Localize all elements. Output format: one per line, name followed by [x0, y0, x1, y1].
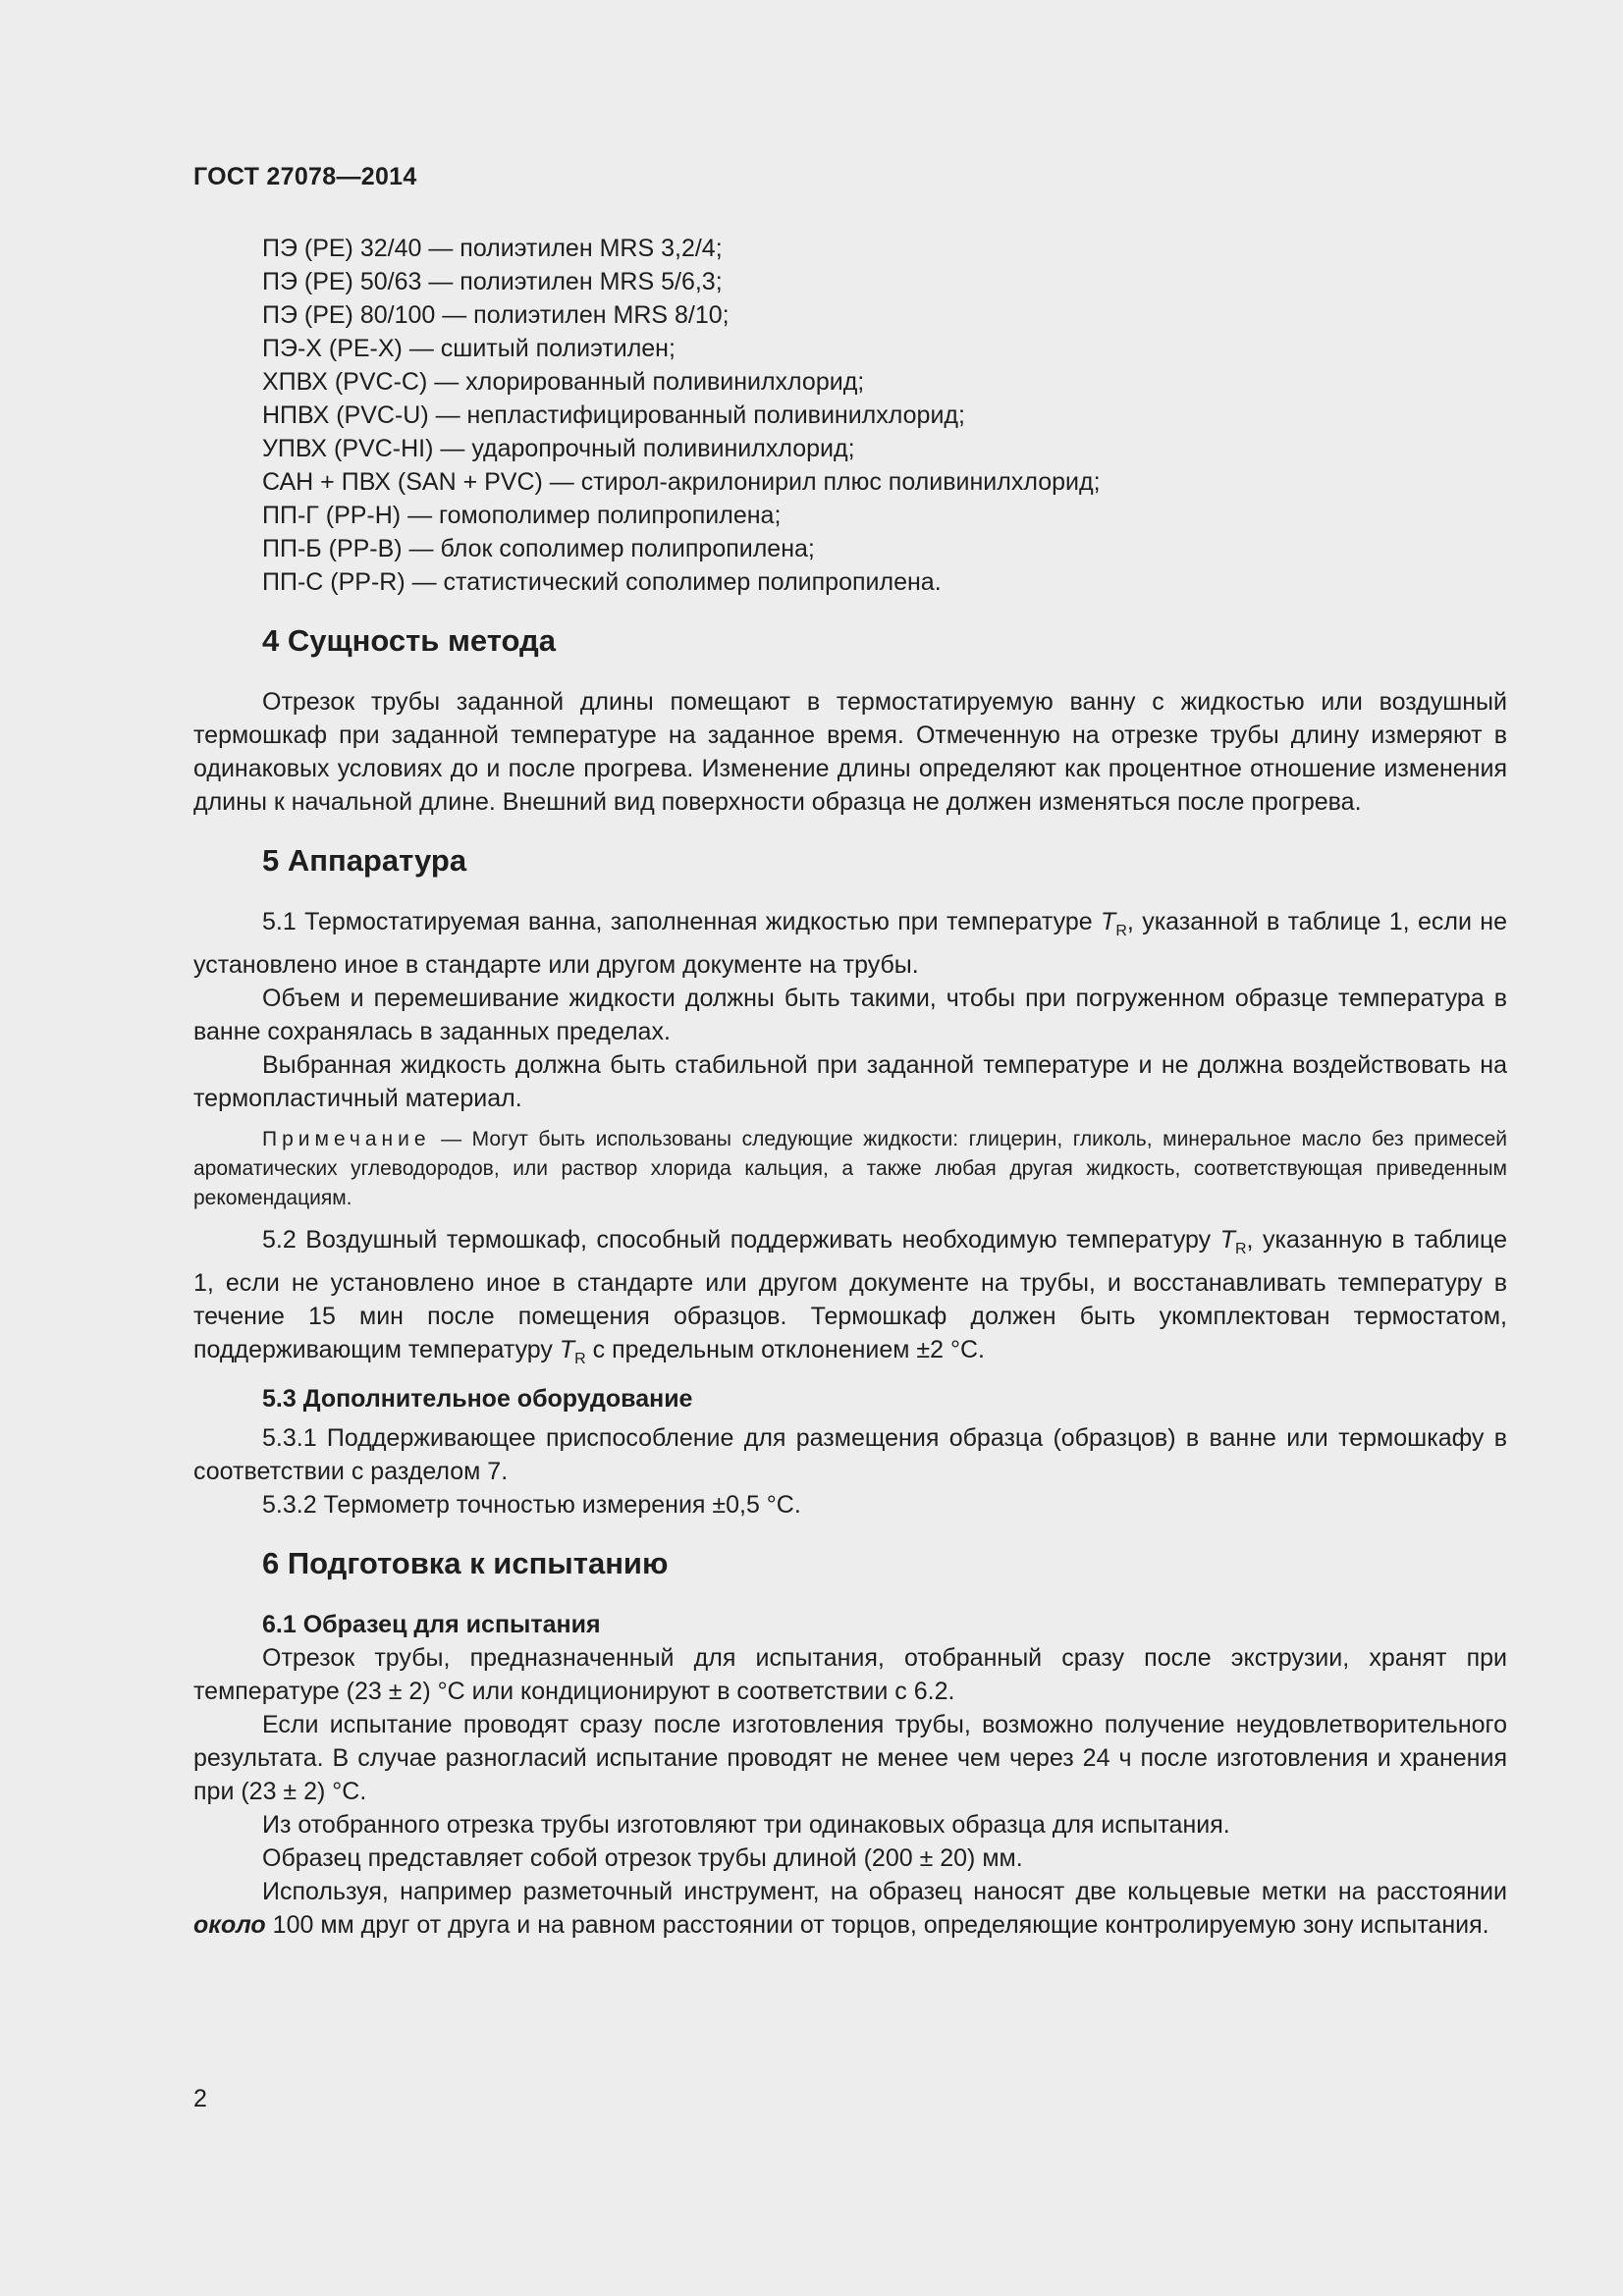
clause-6-1-paragraph-3: Из отобранного отрезка трубы изготовляют три одинаковых образца для испытания.	[262, 1811, 1230, 1839]
abbreviation-item: ПП-Б (PP-B) — блок сополимер полипропилена;	[262, 535, 815, 562]
note-block	[193, 1125, 1507, 1213]
clause-6-1-paragraph-5	[193, 1875, 1507, 1942]
section-4-paragraph: Отрезок трубы заданной длины помещают в термостатируемую ванну с жидкостью или воздушный термошкаф при заданной температуре на заданное время. Отмеченную на отрезке трубы длину измеряют в одинаковых условиях до и после прогрева. Изменение длины определяют как процентное отношение изменения длины к начальной длине. Внешний вид поверхности образца не должен изменяться после прогрева.	[193, 688, 1507, 816]
emphasis-word: около	[193, 1911, 266, 1939]
clause-5-1-text-b: , указанной в таблице 1, если не установлено иное в стандарте или другом документе на трубы.	[193, 908, 1507, 979]
note-label: Примечание	[262, 1128, 431, 1150]
section-5-heading: 5 Аппаратура	[262, 843, 467, 878]
clause-6-1-paragraph-1: Отрезок трубы, предназначенный для испытания, отобранный сразу после экструзии, хранят при температуре (23 ± 2) °С или кондиционируют в соответствии с 6.2.	[193, 1644, 1507, 1705]
abbreviation-list	[193, 232, 1507, 599]
temperature-subscript: R	[1115, 923, 1127, 939]
abbreviation-item: ПЭ (PE) 50/63 — полиэтилен MRS 5/6,3;	[262, 268, 723, 295]
abbreviation-item: ХПВХ (PVC-C) — хлорированный поливинилхлорид;	[262, 368, 865, 396]
page-number: 2	[193, 2085, 207, 2112]
temperature-subscript: R	[574, 1351, 586, 1367]
note-text: — Могут быть использованы следующие жидкости: глицерин, гликоль, минеральное масло без примесей ароматических углеводородов, или раствор хлорида кальция, а также любая другая жидкость, соответствующая приведенным рекомендациям.	[193, 1128, 1507, 1209]
clause-5-1	[193, 905, 1507, 982]
clause-5-1-paragraph-3: Выбранная жидкость должна быть стабильной при заданной температуре и не должна воздействовать на термопластичный материал.	[193, 1051, 1507, 1112]
section-6-heading: 6 Подготовка к испытанию	[262, 1546, 669, 1580]
clause-6-1-heading: 6.1 Образец для испытания	[262, 1611, 601, 1638]
temperature-subscript: R	[1234, 1241, 1247, 1257]
abbreviation-item: ПП-С (PP-R) — статистический сополимер полипропилена.	[262, 568, 942, 596]
temperature-symbol: T	[559, 1336, 575, 1363]
clause-6-1-paragraph-5-b: 100 мм друг от друга и на равном расстоянии от торцов, определяющие контролируемую зону испытания.	[265, 1911, 1489, 1939]
abbreviation-item: НПВХ (PVC-U) — непластифицированный поливинилхлорид;	[262, 401, 965, 429]
clause-5-3-2: 5.3.2 Термометр точностью измерения ±0,5 °С.	[262, 1491, 801, 1519]
abbreviation-item: ПЭ (PE) 32/40 — полиэтилен MRS 3,2/4;	[262, 235, 723, 262]
clause-5-2	[193, 1223, 1507, 1376]
clause-5-2-text-c: с предельным отклонением ±2 °С.	[585, 1336, 985, 1363]
section-4-heading: 4 Сущность метода	[262, 623, 556, 658]
abbreviation-item: ПП-Г (PP-H) — гомополимер полипропилена;	[262, 502, 782, 529]
abbreviation-item: УПВХ (PVC-HI) — ударопрочный поливинилхлорид;	[262, 435, 855, 462]
clause-6-1-paragraph-2: Если испытание проводят сразу после изготовления трубы, возможно получение неудовлетворительного результата. В случае разногласий испытание проводят не менее чем через 24 ч после изготовления и хранения при (23 ± 2) °С.	[193, 1711, 1507, 1805]
clause-5-2-text-b: , указанную в таблице 1, если не установлено иное в стандарте или другом документе на трубы, и восстанавливать температуру в течение 15 мин после помещения образцов. Термошкаф должен быть укомплектован термостатом, поддерживающим температуру	[193, 1226, 1507, 1363]
clause-5-2-text-a: 5.2 Воздушный термошкаф, способный поддерживать необходимую температуру	[262, 1226, 1220, 1254]
temperature-symbol: T	[1219, 1226, 1235, 1254]
abbreviation-item: ПЭ (PE) 80/100 — полиэтилен MRS 8/10;	[262, 301, 730, 329]
temperature-symbol: T	[1101, 908, 1116, 935]
clause-6-1-paragraph-4: Образец представляет собой отрезок трубы длиной (200 ± 20) мм.	[262, 1844, 1023, 1872]
clause-6-1-paragraph-5-a: Используя, например разметочный инструмент, на образец наносят две кольцевые метки на расстоянии	[262, 1878, 1507, 1905]
abbreviation-item: ПЭ-Х (PE-X) — сшитый полиэтилен;	[262, 335, 676, 362]
clause-5-1-text-a: 5.1 Термостатируемая ванна, заполненная жидкостью при температуре	[262, 908, 1102, 935]
abbreviation-item: САН + ПВХ (SAN + PVC) — стирол-акрилонирил плюс поливинилхлорид;	[262, 468, 1101, 496]
clause-5-3-1: 5.3.1 Поддерживающее приспособление для размещения образца (образцов) в ванне или термошкафу в соответствии с разделом 7.	[193, 1424, 1507, 1485]
page-content	[193, 232, 1507, 1942]
document-code-header: ГОСТ 27078—2014	[193, 163, 417, 190]
clause-5-1-paragraph-2: Объем и перемешивание жидкости должны быть такими, чтобы при погруженном образце температура в ванне сохранялась в заданных пределах.	[193, 985, 1507, 1045]
clause-5-3-heading: 5.3 Дополнительное оборудование	[262, 1385, 693, 1413]
